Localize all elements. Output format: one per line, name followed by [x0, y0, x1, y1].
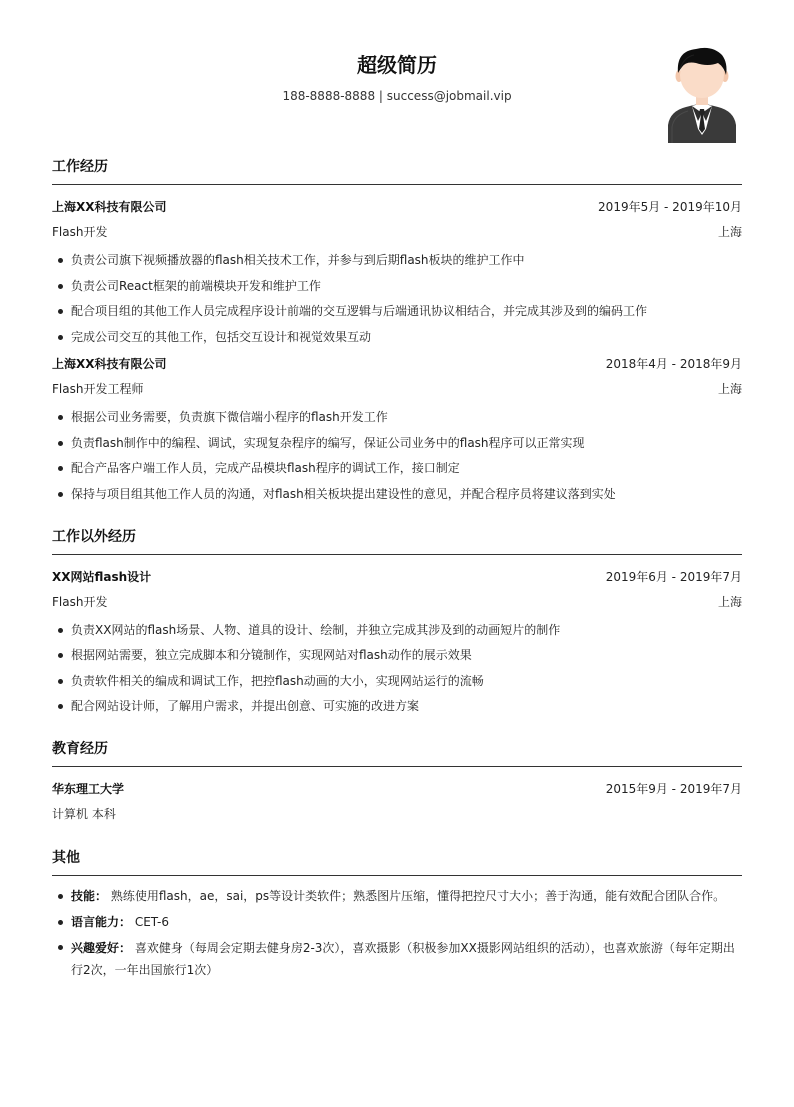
list-item: 配合项目组的其他工作人员完成程序设计前端的交互逻辑与后端通讯协议相结合，并完成其涉及到的编码工作 [52, 301, 742, 321]
list-item: 负责flash制作中的编程、调试，实现复杂程序的编写，保证公司业务中的flash程序可以正常实现 [52, 433, 742, 453]
list-item [52, 912, 742, 932]
list-item: 负责软件相关的编成和调试工作，把控flash动画的大小，实现网站运行的流畅 [52, 671, 742, 691]
avatar [666, 45, 738, 143]
list-item: 保持与项目组其他工作人员的沟通，对flash相关板块提出建设性的意见，并配合程序员将建议落到实处 [52, 484, 742, 504]
list-item: 负责XX网站的flash场景、人物、道具的设计、绘制，并独立完成其涉及到的动画短片的制作 [52, 620, 742, 640]
list-item: 配合网站设计师，了解用户需求，并提出创意、可实施的改进方案 [52, 696, 742, 716]
entry-role-row [52, 802, 742, 827]
entry-header-row [52, 565, 742, 590]
contact-info: 188-8888-8888 | success@jobmail.vip [282, 89, 512, 103]
entry-location: 上海 [717, 594, 742, 609]
extra-entry-1 [52, 565, 742, 717]
entry-date: 2019年5月 - 2019年10月 [598, 200, 742, 214]
language-text: CET-6 [131, 914, 169, 929]
section-title-extra: 工作以外经历 [52, 528, 742, 555]
entry-location: 上海 [717, 382, 742, 396]
entry-role-row [52, 590, 742, 615]
entry-date: 2018年4月 - 2018年9月 [605, 357, 742, 371]
section-title-other: 其他 [52, 849, 742, 876]
entry-bullet-list [52, 407, 742, 504]
work-entry-1 [52, 195, 742, 347]
entry-date: 2019年6月 - 2019年7月 [605, 569, 742, 584]
entry-date: 2015年9月 - 2019年7月 [605, 782, 742, 796]
entry-organization: 上海XX科技有限公司 [52, 357, 167, 371]
list-item: 根据公司业务需要，负责旗下微信端小程序的flash开发工作 [52, 407, 742, 427]
list-item: 负责公司旗下视频播放器的flash相关技术工作，并参与到后期flash板块的维护工作中 [52, 250, 742, 270]
entry-organization: XX网站flash设计 [52, 569, 152, 584]
entry-role: Flash开发 [52, 225, 108, 239]
section-other [52, 849, 742, 981]
list-item: 根据网站需要，独立完成脚本和分镜制作，实现网站对flash动作的展示效果 [52, 645, 742, 665]
hobbies-label: 兴趣爱好： [71, 941, 132, 955]
work-entry-2 [52, 352, 742, 504]
resume-header [52, 0, 742, 148]
skills-label: 技能： [71, 889, 108, 903]
list-item [52, 937, 742, 981]
entry-role-row [52, 220, 742, 245]
language-label: 语言能力： [71, 914, 132, 929]
entry-role-row [52, 377, 742, 402]
section-extra-experience [52, 528, 742, 717]
entry-bullet-list [52, 620, 742, 717]
candidate-name: 超级简历 [357, 53, 437, 77]
entry-role: Flash开发工程师 [52, 382, 144, 396]
list-item: 完成公司交互的其他工作，包括交互设计和视觉效果互动 [52, 327, 742, 347]
entry-header-row [52, 195, 742, 220]
entry-location: 上海 [717, 225, 742, 239]
other-bullet-list [52, 886, 742, 981]
skills-text: 熟练使用flash，ae，sai，ps等设计类软件；熟悉图片压缩，懂得把控尺寸大小；善于沟通，能有效配合团队合作。 [107, 889, 726, 903]
entry-role: Flash开发 [52, 594, 108, 609]
section-work-experience [52, 158, 742, 504]
entry-header-row [52, 777, 742, 802]
list-item: 负责公司React框架的前端模块开发和维护工作 [52, 276, 742, 296]
entry-header-row [52, 352, 742, 377]
hobbies-text: 喜欢健身（每周会定期去健身房2-3次），喜欢摄影（积极参加XX摄影网站组织的活动），也喜欢旅游（每年定期出行2次，一年出国旅行1次） [71, 941, 735, 977]
entry-degree: 计算机 本科 [52, 807, 116, 821]
education-entry-1 [52, 777, 742, 827]
section-title-work: 工作经历 [52, 158, 742, 185]
section-education [52, 740, 742, 827]
entry-organization: 华东理工大学 [52, 782, 125, 796]
list-item [52, 886, 742, 906]
entry-bullet-list [52, 250, 742, 347]
list-item: 配合产品客户端工作人员，完成产品模块flash程序的调试工作，接口制定 [52, 458, 742, 478]
entry-organization: 上海XX科技有限公司 [52, 200, 167, 214]
section-title-education: 教育经历 [52, 740, 742, 767]
